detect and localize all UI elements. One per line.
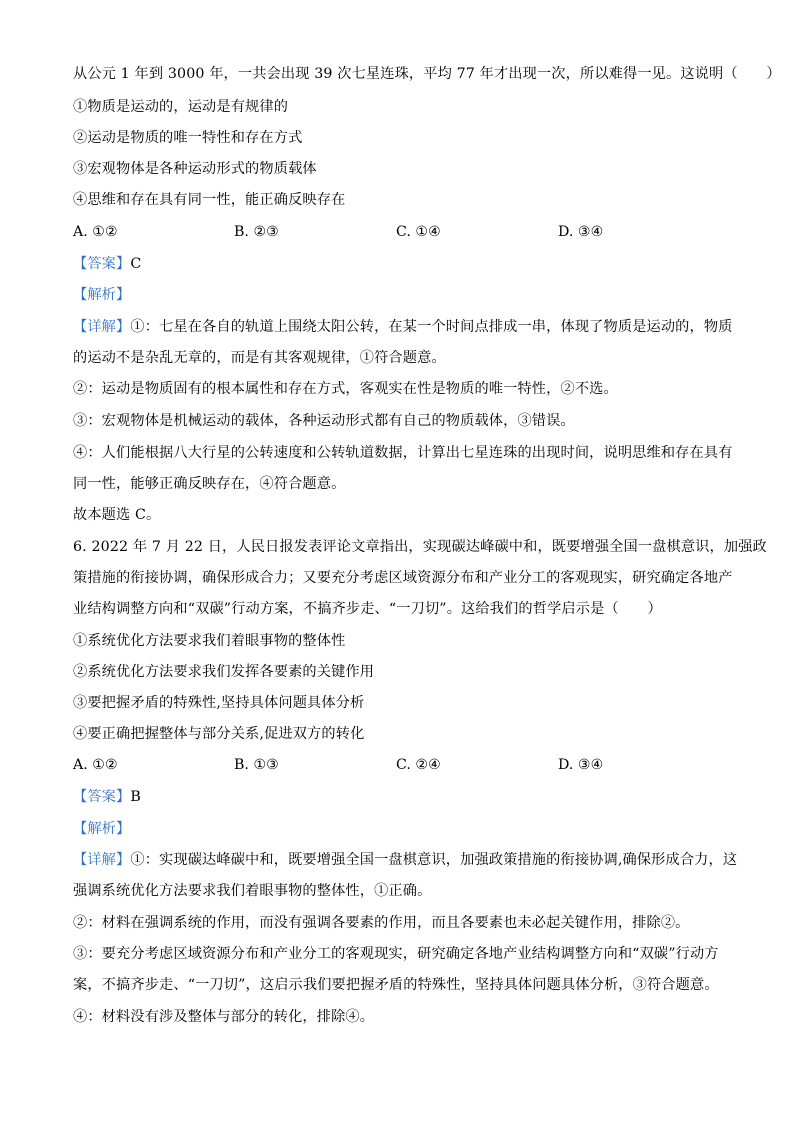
- q6-stem-line-1: 6. 2022 年 7 月 22 日，人民日报发表评论文章指出，实现碳达峰碳中和，既要增强全国一盘棋意识，加强政: [73, 539, 767, 555]
- q6-stem-line-2: 策措施的衔接协调，确保形成合力；又要充分考虑区域资源分布和产业分工的客观现实，研究确定各地产: [73, 570, 733, 586]
- q5-detail-line-6: 同一性，能够正确反映存在，④符合题意。: [73, 476, 346, 492]
- q5-detail-line-4: ③：宏观物体是机械运动的载体，各种运动形式都有自己的物质载体，③错误。: [73, 413, 575, 429]
- q5-detail-line-3: ②：运动是物质固有的根本属性和存在方式，客观实在性是物质的唯一特性，②不选。: [73, 381, 618, 397]
- detail-text: ①：实现碳达峰碳中和，既要增强全国一盘棋意识，加强政策措施的衔接协调,确保形成合力，这: [130, 852, 738, 868]
- detail-tag: 【详解】: [73, 319, 131, 335]
- q5-stem: 从公元 1 年到 3000 年，一共会出现 39 次七星连珠，平均 77 年才出现一次，所以难得一见。这说明（ ）: [73, 66, 781, 82]
- q6-option-b: B. ①③: [234, 757, 279, 773]
- q6-item-2: ②系统优化方法要求我们发挥各要素的关键作用: [73, 664, 375, 680]
- q5-detail-line-1: [73, 317, 733, 337]
- q5-detail-line-5: ④：人们能根据八大行星的公转速度和公转轨道数据，计算出七星连珠的出现时间，说明思维和存在具有: [73, 445, 733, 461]
- q6-detail-line-2: 强调系统优化方法要求我们着眼事物的整体性，①正确。: [73, 883, 432, 899]
- detail-text: ①：七星在各自的轨道上围绕太阳公转，在某一个时间点排成一串，体现了物质是运动的，物质: [130, 319, 733, 335]
- q6-detail-line-3: ②：材料在强调系统的作用，而没有强调各要素的作用，而且各要素也未必起关键作用，排除②。: [73, 915, 690, 931]
- q6-item-4: ④要正确把握整体与部分关系,促进双方的转化: [73, 726, 365, 742]
- q6-analysis-tag: 【解析】: [73, 821, 131, 837]
- answer-tag: 【答案】: [73, 789, 131, 805]
- q6-detail-line-4: ③：要充分考虑区域资源分布和产业分工的客观现实，研究确定各地产业结构调整方向和“双碳”行动方: [73, 946, 719, 962]
- q6-option-a: A. ①②: [73, 757, 118, 773]
- q5-conclusion: 故本题选 C。: [73, 507, 161, 523]
- q5-analysis-tag: 【解析】: [73, 287, 131, 303]
- q6-option-d: D. ③④: [558, 757, 604, 773]
- q6-answer: [73, 787, 141, 807]
- answer-value: C: [130, 256, 142, 272]
- q5-answer: [73, 254, 141, 274]
- q6-stem-line-3: 业结构调整方向和“双碳”行动方案，不搞齐步走、“一刀切”。这给我们的哲学启示是（ ）: [73, 601, 662, 617]
- q5-option-a: A. ①②: [73, 224, 118, 240]
- q6-detail-line-5: 案，不搞齐步走、“一刀切”，这启示我们要把握矛盾的特殊性，坚持具体问题具体分析，③符合题意。: [73, 977, 719, 993]
- q6-item-1: ①系统优化方法要求我们着眼事物的整体性: [73, 633, 346, 649]
- q5-option-c: C. ①④: [396, 224, 441, 240]
- q6-detail-line-6: ④：材料没有涉及整体与部分的转化，排除④。: [73, 1009, 375, 1025]
- q6-item-3: ③要把握矛盾的特殊性,坚持具体问题具体分析: [73, 695, 365, 711]
- q5-option-b: B. ②③: [234, 224, 279, 240]
- answer-tag: 【答案】: [73, 256, 131, 272]
- answer-value: B: [130, 789, 141, 805]
- q6-option-c: C. ②④: [396, 757, 441, 773]
- q5-option-d: D. ③④: [558, 224, 604, 240]
- q5-item-4: ④思维和存在具有同一性，能正确反映存在: [73, 192, 346, 208]
- detail-tag: 【详解】: [73, 852, 131, 868]
- q5-item-3: ③宏观物体是各种运动形式的物质载体: [73, 161, 317, 177]
- q5-item-1: ①物质是运动的，运动是有规律的: [73, 99, 289, 115]
- q5-detail-line-2: 的运动不是杂乱无章的，而是有其客观规律，①符合题意。: [73, 350, 446, 366]
- q5-item-2: ②运动是物质的唯一特性和存在方式: [73, 130, 303, 146]
- q6-detail-line-1: [73, 850, 737, 870]
